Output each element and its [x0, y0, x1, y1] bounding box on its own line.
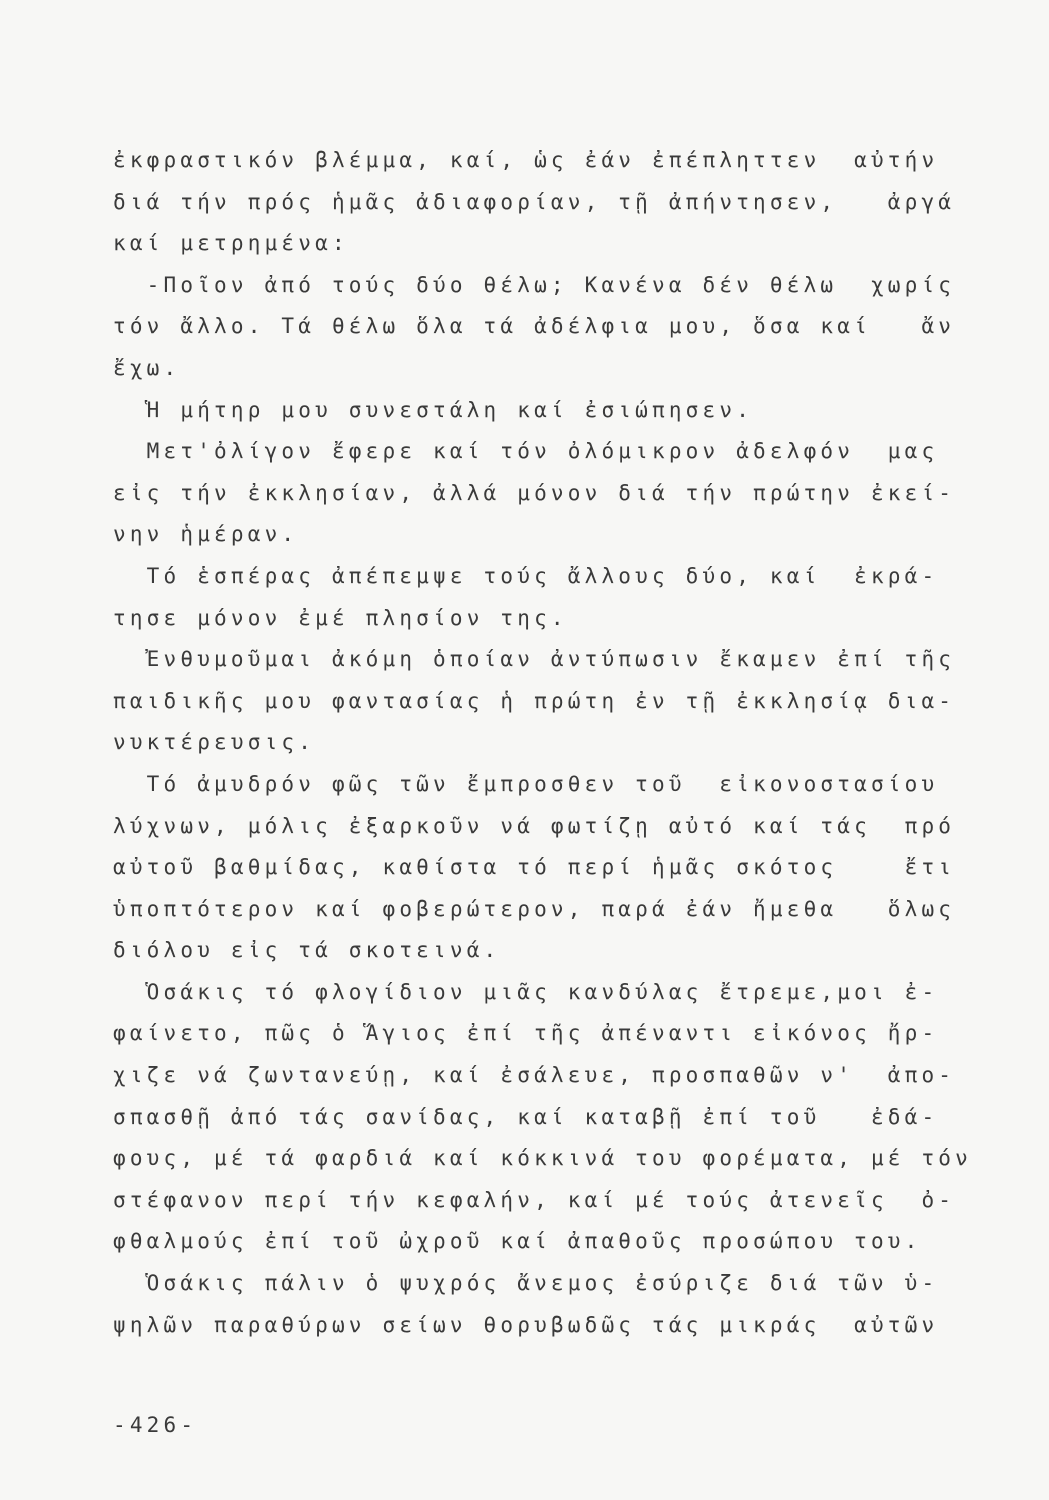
- text-line-3: καί μετρημένα:: [113, 231, 349, 256]
- text-line-19: ὑποπτότερον καί φοβερώτερον, παρά ἐάν ἤμεθα ὅλως: [113, 896, 956, 921]
- text-line-7: Ἡ μήτηρ μου συνεστάλη καί ἐσιώπησεν.: [113, 397, 754, 422]
- text-line-22: φαίνετο, πῶς ὁ Ἅγιος ἐπί τῆς ἀπέναντι εἰκόνος ἤρ-: [113, 1021, 939, 1046]
- text-line-2: διά τήν πρός ἡμᾶς ἀδιαφορίαν, τῇ ἀπήντησεν, ἀργά: [113, 189, 956, 214]
- text-line-23: χιζε νά ζωντανεύῃ, καί ἐσάλευε, προσπαθῶν ν' ἀπο-: [113, 1063, 956, 1088]
- text-line-17: λύχνων, μόλις ἐξαρκοῦν νά φωτίζῃ αὐτό καί τάς πρό: [113, 813, 956, 838]
- text-line-9: εἰς τήν ἐκκλησίαν, ἀλλά μόνον διά τήν πρώτην ἐκεί-: [113, 480, 956, 505]
- text-line-24: σπασθῇ ἀπό τάς σανίδας, καί καταβῇ ἐπί τοῦ ἐδά-: [113, 1104, 939, 1129]
- text-line-26: στέφανον περί τήν κεφαλήν, καί μέ τούς ἀτενεῖς ὀ-: [113, 1187, 956, 1212]
- text-line-25: φους, μέ τά φαρδιά καί κόκκινά του φορέματα, μέ τόν: [113, 1146, 972, 1171]
- text-line-10: νην ἡμέραν.: [113, 522, 299, 547]
- text-line-21: Ὁσάκις τό φλογίδιον μιᾶς κανδύλας ἔτρεμε,μοι ἐ-: [113, 979, 939, 1004]
- text-line-5: τόν ἄλλο. Τά θέλω ὅλα τά ἀδέλφια μου, ὅσα καί ἄν: [113, 314, 956, 339]
- page-number: -426-: [113, 1413, 198, 1437]
- text-line-8: Μετ'ὀλίγον ἔφερε καί τόν ὀλόμικρον ἀδελφόν μας: [113, 439, 939, 464]
- text-line-16: Τό ἀμυδρόν φῶς τῶν ἔμπροσθεν τοῦ εἰκονοστασίου: [113, 771, 939, 796]
- text-line-14: παιδικῆς μου φαντασίας ἡ πρώτη ἐν τῇ ἐκκλησίᾳ δια-: [113, 688, 956, 713]
- body-text: [113, 140, 993, 1346]
- text-line-27: φθαλμούς ἐπί τοῦ ὠχροῦ καί ἀπαθοῦς προσώπου του.: [113, 1229, 922, 1254]
- text-line-18: αὐτοῦ βαθμίδας, καθίστα τό περί ἡμᾶς σκότος ἔτι: [113, 855, 956, 880]
- text-line-11: Τό ἑσπέρας ἀπέπεμψε τούς ἄλλους δύο, καί ἐκρά-: [113, 563, 939, 588]
- text-line-6: ἔχω.: [113, 355, 181, 380]
- text-line-12: τησε μόνον ἐμέ πλησίον της.: [113, 605, 568, 630]
- text-line-20: διόλου εἰς τά σκοτεινά.: [113, 938, 501, 963]
- text-line-28: Ὁσάκις πάλιν ὁ ψυχρός ἄνεμος ἐσύριζε διά τῶν ὑ-: [113, 1271, 939, 1296]
- text-line-13: Ἐνθυμοῦμαι ἀκόμη ὁποίαν ἀντύπωσιν ἔκαμεν ἐπί τῆς: [113, 647, 956, 672]
- text-line-15: νυκτέρευσις.: [113, 730, 316, 755]
- text-line-29: ψηλῶν παραθύρων σείων θορυβωδῶς τάς μικράς αὐτῶν: [113, 1312, 939, 1337]
- text-line-1: ἐκφραστικόν βλέμμα, καί, ὡς ἐάν ἐπέπληττεν αὐτήν: [113, 148, 939, 172]
- text-line-4: -Ποῖον ἀπό τούς δύο θέλω; Κανένα δέν θέλω χωρίς: [113, 272, 956, 297]
